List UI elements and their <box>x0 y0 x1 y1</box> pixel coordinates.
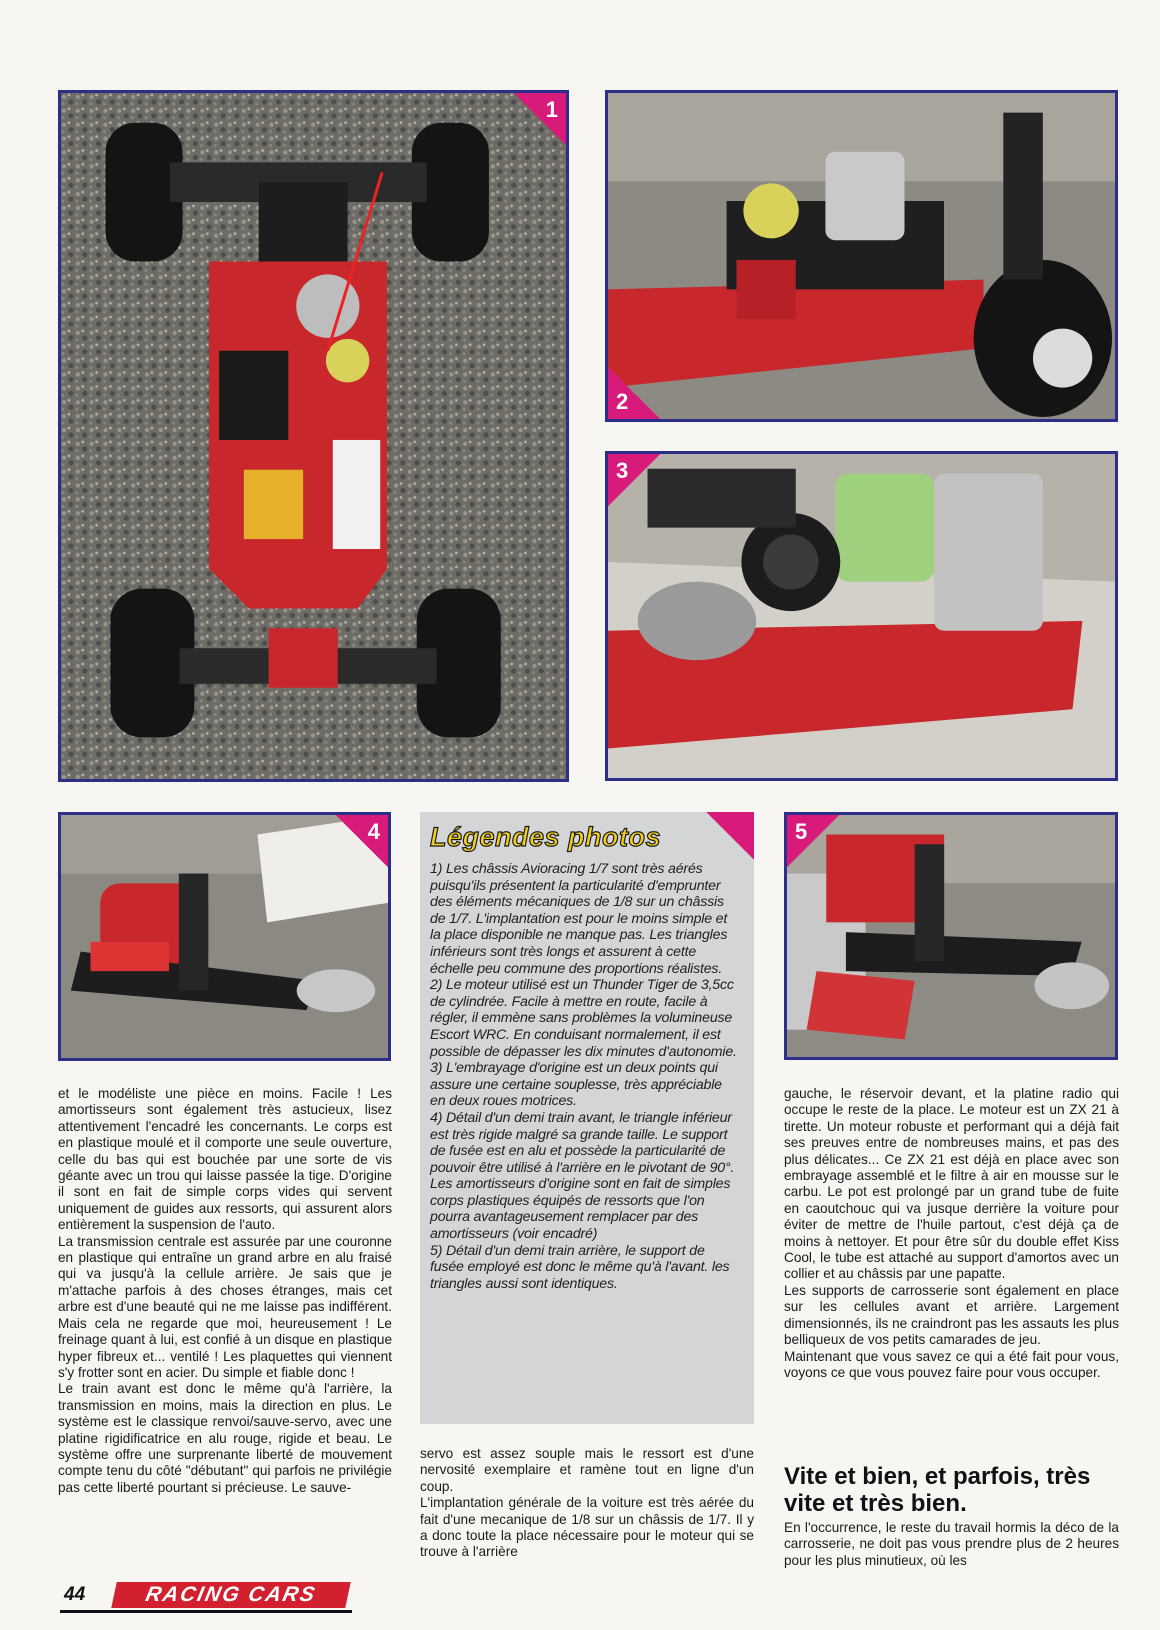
article-column-2 <box>420 1446 754 1561</box>
legend-corner-accent <box>706 812 754 860</box>
magazine-logo: RACING CARS <box>111 1582 351 1608</box>
article-paragraph: gauche, le réservoir devant, et la platine radio qui occupe le reste de la place. Le moteur est un ZX 21 à tirette. Un moteur robuste et performant qui a déjà fait ses preuves entre de nombreuses mains, et pas des plus délicates... Ce ZX 21 est déjà en place avec son embrayage assemblé et le filtre à air en mousse sur le carbu. Le pot est prolongé par un grand tube de fuite en caoutchouc qui va jusque derrière la voiture pour éviter de mettre de l'huile partout, c'est déjà ça de moins à nettoyer. Et pour être sûr du double effet Kiss Cool, le tube est attaché au support d'amortos avec un collier et au châssis par une papatte. <box>784 1086 1119 1282</box>
article-column-3-continued <box>784 1520 1119 1569</box>
legend-item: 2) Le moteur utilisé est un Thunder Tiger de 3,5cc de cylindrée. Facile à mettre en route, facile à régler, il emmène sans problèmes la volumineuse Escort WRC. En conduisant normalement, il est possible de dépasser les dix minutes d'autonomie. <box>430 977 737 1060</box>
article-paragraph: L'implantation générale de la voiture est très aérée du fait d'une mecanique de 1/8 sur un châssis de 1/7. Il y a donc toute la place nécessaire pour le moteur qui se trouve à l'arrière <box>420 1495 754 1560</box>
photo-2-engine-side-view <box>605 90 1118 422</box>
article-paragraph: Le train avant est donc le même qu'à l'arrière, la transmission en moins, mais la direction en plus. Le système est le classique renvoi/sauve-servo, avec une platine rigidificatrice en alu rouge, rigide et beau. Le système offre une surprenante liberté de mouvement compte tenu du côté "débutant" qui parfois ne privilégie pas cette liberté pourtant si précieuse. Le sauve- <box>58 1381 392 1495</box>
legend-text <box>430 861 740 1292</box>
legend-item: 1) Les châssis Avioracing 1/7 sont très aérés puisqu'ils présentent la particularité d'emprunter des éléments mécaniques de 1/8 sur un châssis de 1/7. L'implantation est pour le moins simple et la place disponible ne manque pas. Les triangles inférieurs sont très longs et assurent à cette échelle peu commune des proportions réalistes. <box>430 861 728 977</box>
photo-5-rear-suspension <box>784 812 1118 1060</box>
photo-2-number-badge: 2 <box>608 367 660 419</box>
article-paragraph: Les supports de carrosserie sont également en place sur les cellules avant et arrière. Largement dimensionnés, ils ne craindront pas les assauts les plus belliqueux de vos petits camarades de jeu. <box>784 1282 1119 1348</box>
article-paragraph: En l'occurrence, le reste du travail hormis la déco de la carrosserie, ne doit pas vous prendre plus de 2 heures pour les plus minutieux, où les <box>784 1520 1119 1568</box>
photo-4-number-badge: 4 <box>336 815 388 867</box>
photo-4-front-suspension <box>58 812 391 1061</box>
legend-item: 5) Détail d'un demi train arrière, le support de fusée employé est donc le même qu'à l'avant. les triangles aussi sont identiques. <box>430 1242 730 1292</box>
section-headline: Vite et bien, et parfois, très vite et très bien. <box>784 1463 1091 1517</box>
legend-item: 3) L'embrayage d'origine est un deux points qui assure une certaine souplesse, très appréciable en deux roues motrices. <box>430 1060 722 1110</box>
photo-legends-box <box>420 812 754 1424</box>
photo-5-number-badge: 5 <box>787 815 839 867</box>
photo-1-number-badge: 1 <box>514 93 566 145</box>
article-paragraph: servo est assez souple mais le ressort est d'une nervosité exemplaire et ramène tout en ligne d'un coup. <box>420 1446 754 1494</box>
article-paragraph: Maintenant que vous savez ce qui a été fait pour vous, voyons ce que vous pouvez faire pour vous occuper. <box>784 1348 1119 1380</box>
article-paragraph: La transmission centrale est assurée par une couronne en plastique qui entraîne un grand arbre en alu fraisé qui va jusqu'à la cellule arrière. Je sais que je m'attache parfois à des choses étranges, mais cet arbre est d'une beauté qui ne me laisse pas indifférent. Mais cela ne regarde que moi, heureusement ! Le freinage quant à lui, est confié à un disque en plastique hyper fibreux et... ventilé ! Les plaquettes qui viennent s'y frotter sont en acier. Du simple et fiable donc ! <box>58 1233 392 1380</box>
page-number: 44 <box>64 1584 86 1605</box>
legend-item: 4) Détail d'un demi train avant, le triangle inférieur est très rigide malgré sa grande taille. Le support de fusée est en alu et possède la particularité de pouvoir être utilisé à l'arrière en le pivotant de 90°. Les amortisseurs d'origine sont en fait de simples corps plastiques équipés de ressorts que l'on pourra avantageusement remplacer par des amortisseurs (voir encadré) <box>430 1109 735 1243</box>
photo-3-clutch-detail <box>605 451 1118 781</box>
photo-1-chassis-top-view <box>58 90 569 782</box>
photo-3-number-badge: 3 <box>608 454 660 506</box>
article-paragraph: et le modéliste une pièce en moins. Facile ! Les amortisseurs sont également très astucieux, lisez attentivement l'encadré les concernants. Le corps est en plastique moulé et il comporte une seule ouverture, celle du bas qui est bouchée par une sorte de vis géante avec un trou qui laisse passée la tige. D'origine il sont en fait de simple corps vides qui servent uniquement de guides aux ressorts, qui assurent alors entièrement la suspension de l'auto. <box>58 1086 392 1233</box>
article-column-1 <box>58 1086 392 1496</box>
footer-rule <box>60 1610 352 1613</box>
article-column-3 <box>784 1086 1119 1381</box>
legend-title: Légendes photos <box>430 822 662 852</box>
